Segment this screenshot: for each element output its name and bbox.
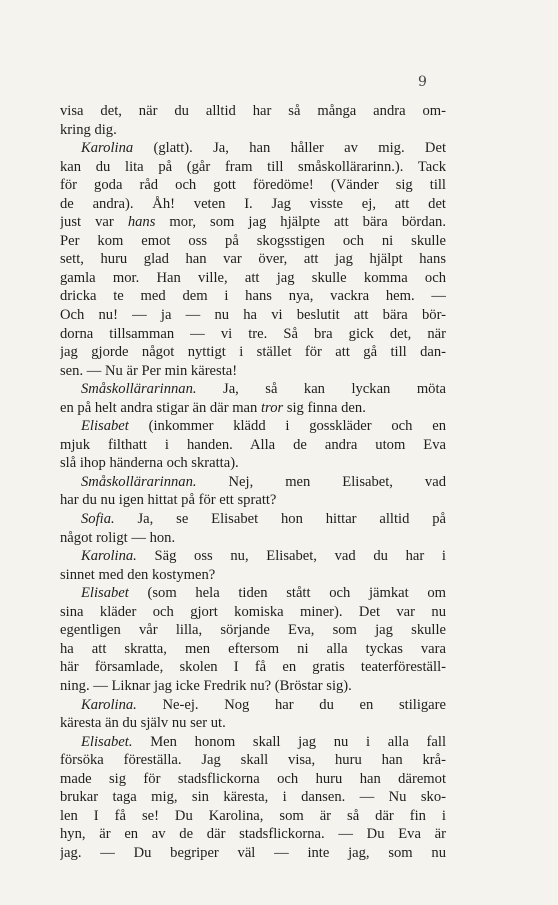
text-line: [60, 751, 446, 770]
text-run: sinnet med den kostymen?: [60, 566, 216, 583]
text-line: [60, 658, 446, 677]
text-line: [60, 417, 446, 436]
text-run: ha att skratta, men eftersom ni alla tyckas vara: [60, 640, 446, 657]
text-run: för goda råd och gott föredöme! (Vänder sig till: [60, 177, 446, 194]
text-run: Ja, se Elisabet hon hittar alltid på: [114, 511, 446, 528]
text-line: [60, 380, 446, 399]
text-line: [60, 343, 446, 362]
speaker-name: Sofia.: [81, 511, 115, 528]
text-line: [60, 603, 446, 622]
text-line: [60, 621, 446, 640]
text-line: [60, 714, 446, 733]
text-run: dricka te med dem i hans nya, vackra hem. —: [60, 288, 446, 305]
speaker-name: Karolina.: [81, 696, 137, 713]
text-run: sett, huru glad han var över, att jag hjälpt hans: [60, 251, 446, 268]
text-run: hyn, är en av de där stadsflickorna. — Du Eva är: [60, 826, 446, 843]
text-line: [60, 733, 446, 752]
text-run: brukar taga mig, sin käresta, i dansen. — Nu sko-: [60, 789, 446, 806]
text-run: något roligt — hon.: [60, 529, 176, 546]
speaker-name: Elisabet: [81, 585, 129, 602]
text-line: [60, 195, 446, 214]
text-run: Och nu! — ja — nu ha vi beslutit att bära bör-: [60, 307, 446, 324]
text-run: här församlade, skolen I få en gratis teaterföreställ-: [60, 659, 446, 676]
text-line: [60, 529, 446, 548]
text-line: [60, 640, 446, 659]
text-line: [60, 584, 446, 603]
speaker-name: Småskollärarinnan.: [81, 473, 197, 490]
text-line: [60, 510, 446, 529]
text-line: [60, 232, 446, 251]
text-line: [60, 473, 446, 492]
text-run: Ne-ej. Nog har du en stiligare: [136, 696, 446, 713]
text-run: (inkommer klädd i gosskläder och en: [128, 418, 446, 435]
text-run: mor, som jag hjälpte att bära bördan.: [155, 214, 446, 231]
text-run: kan du lita på (går fram till småskollärarinn.). Tack: [60, 158, 446, 175]
text-line: [60, 566, 446, 585]
dialogue-text: [60, 102, 446, 862]
text-run: visa det, när du alltid har så många andra om-: [60, 103, 446, 119]
text-line: [60, 770, 446, 789]
speaker-name: Karolina.: [81, 548, 137, 565]
text-run: Men honom skall jag nu i alla fall: [132, 733, 446, 750]
text-run: har du nu igen hittat på för ett spratt?: [60, 492, 277, 509]
text-run: (som hela tiden stått och jämkat om: [128, 585, 446, 602]
text-run: Per kom emot oss på skogsstigen och ni skulle: [60, 232, 446, 249]
text-run: (glatt). Ja, han håller av mig. Det: [133, 140, 446, 157]
text-run: ning. — Liknar jag icke Fredrik nu? (Bröstar sig).: [60, 677, 352, 694]
text-line: [60, 825, 446, 844]
text-line: [60, 399, 446, 418]
text-run: made sig för stadsflickorna och huru han däremot: [60, 770, 446, 787]
text-line: [60, 325, 446, 344]
text-run: försöka föreställa. Jag skall visa, huru han krå-: [60, 752, 446, 769]
text-run: egentligen vår lilla, sörjande Eva, som jag skulle: [60, 622, 446, 639]
text-run: just var: [60, 214, 128, 231]
text-run: de andra). Åh! veten I. Jag visste ej, att det: [60, 195, 446, 212]
text-run: jag. — Du begriper väl — inte jag, som nu: [60, 844, 446, 861]
text-line: [60, 547, 446, 566]
speaker-name: Karolina: [81, 140, 134, 157]
text-run: käresta än du själv nu ser ut.: [60, 715, 226, 732]
text-line: [60, 121, 446, 140]
text-line: [60, 788, 446, 807]
speaker-name: tror: [261, 399, 284, 416]
speaker-name: Elisabet: [81, 418, 129, 435]
text-line: [60, 306, 446, 325]
text-run: sina kläder och gjort komiska miner). Det var nu: [60, 603, 446, 620]
text-run: en på helt andra stigar än där man: [60, 399, 261, 416]
text-run: len I få se! Du Karolina, som är så där fin i: [60, 807, 446, 824]
text-run: Ja, så kan lyckan möta: [196, 381, 446, 398]
text-line: [60, 807, 446, 826]
text-line: [60, 491, 446, 510]
text-line: [60, 844, 446, 863]
text-run: dorna tillsamman — vi tre. Så bra gick det, när: [60, 325, 446, 342]
text-line: [60, 436, 446, 455]
text-run: jag gjorde något nyttigt i stället för att gå till dan-: [60, 344, 446, 361]
text-line: [60, 454, 446, 473]
text-line: [60, 269, 446, 288]
text-line: [60, 362, 446, 381]
speaker-name: hans: [127, 214, 156, 231]
text-line: [60, 287, 446, 306]
text-run: sig finna den.: [283, 399, 366, 416]
text-run: gamla mor. Han ville, att jag skulle komma och: [60, 269, 446, 286]
text-run: kring dig.: [60, 121, 117, 138]
speaker-name: Småskollärarinnan.: [81, 381, 197, 398]
speaker-name: Elisabet.: [81, 733, 133, 750]
text-line: [60, 250, 446, 269]
text-line: [60, 677, 446, 696]
text-run: sen. — Nu är Per min käresta!: [60, 362, 238, 379]
text-line: [60, 158, 446, 177]
text-run: Säg oss nu, Elisabet, vad du har i: [136, 548, 446, 565]
text-line: [60, 213, 446, 232]
text-run: slå ihop händerna och skratta).: [60, 455, 239, 472]
text-line: [60, 696, 446, 715]
text-line: [60, 139, 446, 158]
text-line: [60, 176, 446, 195]
page-number: 9: [418, 74, 427, 90]
text-run: mjuk filthatt i handen. Alla de andra utom Eva: [60, 436, 446, 453]
text-line: [60, 102, 446, 121]
text-run: Nej, men Elisabet, vad: [196, 473, 446, 490]
